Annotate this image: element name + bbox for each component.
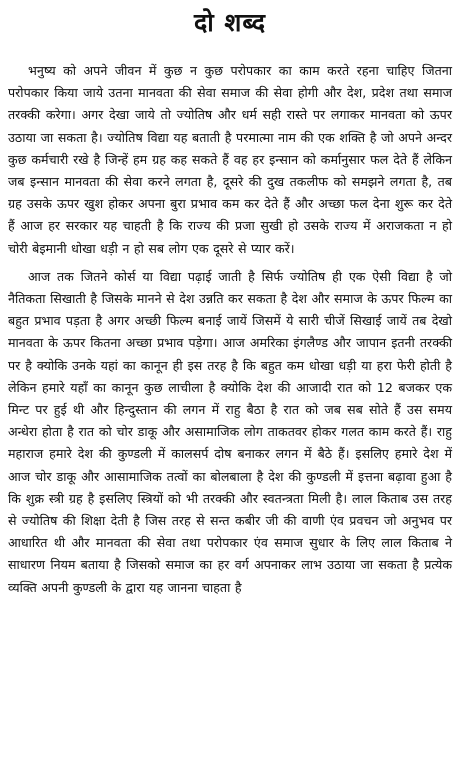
page-title: दो शब्द <box>193 8 267 37</box>
paragraph-2: आज तक जितने कोर्स या विद्या पढ़ाई जाती है सिर्फ ज्योतिष ही एक ऐसी विद्या है जो नैतिकता सिखाती है जिसके मानने से देश उन्नति कर सकता है देश और समाज के ऊपर फिल्म का बहुत प्रभाव पड़ता है अगर अच्छी फिल्म बनाई जायें जिसमें ये सारी चीजें सिखाई जायें तब देखो मानवता के ऊपर कितना अच्छा प्रभाव पड़ेगा। आज अमरिका इंगलैण्ड और जापान इतनी तरक्की पर है क्योकि उनके यहां का कानून ही इस तरह है कि बहुत कम धोखा धड़ी या हरा फेरी होती है लेकिन हमारे यहाँ का कानून कुछ लाचीला है क्योकि देश की आजादी रात को 12 बजकर एक मिन्ट पर हुई थी और हिन्दुस्तान की लगन में राहु बैठा है रात को जब सब सोते हैं उस समय अन्धेरा होता है रात को चोर डाकू और असामाजिक लोग ताकतवर होकर गलत काम करते हैं। राहु महाराज हमारे देश की कुण्डली में कालसर्प दोष बनाकर लगन में बैठे हैं। इसलिए हमारे देश में आज चोर डाकू और आसामाजिक तत्वों का बोलबाला है देश की कुण्डली में इत्तना बढ़ावा हुआ है कि शुक्र स्त्री ग्रह है इसलिए स्त्रियों को भी तरक्की और स्वतन्त्रता मिली है। लाल किताब उस तरह से ज्योतिष की शिक्षा देती है जिस तरह से सन्त कबीर जी की वाणी एंव प्रवचन जो अनुभव पर आधारित थी और मानवता की सेवा तथा परोपकार एंव समाज सुधार के लिए लाल किताब ने साधारण नियम बताया है जिसको समाज का हर वर्ग अपनाकर लाभ उठाया जा सकता है प्रत्येक व्यक्ति अपनी कुण्डली के द्वारा यह जानना चाहता है <box>8 268 452 595</box>
paragraph-1: भनुष्य को अपने जीवन में कुछ न कुछ परोपकार का काम करते रहना चाहिए जितना परोपकार किया जाये उतना मानवता की सेवा समाज की सेवा होगी और देश, प्रदेश तथा समाज तरक्की करेगा। अगर देखा जाये तो ज्योतिष और धर्म सही रास्ते पर लगाकर मानवता को ऊपर उठाया जा सकता है। ज्योतिष विद्या यह बताती है परमात्मा नाम की एक शक्ति है जो अपने अन्दर कुछ कर्मचारी रखे है जिन्हें हम ग्रह कह सकते हैं वह हर इन्सान को कर्मानुसार फल देते हैं लेकिन जब इन्सान मानवता की सेवा करने लगता है, दूसरे की दुख तकलीफ को समझने लगता है, तब ग्रह उसके ऊपर खुश होकर अपना बुरा प्रभाव कम कर देते हैं और अच्छा फल देना शुरू कर देते हैं आज हर सरकार यह चाहती है कि राज्य की प्रजा सुखी हो उसके राज्य में अराजकता न हो चोरी बेइमानी धोखा धड़ी न हो सब लोग एक दूसरे से प्यार करें। <box>8 63 452 256</box>
